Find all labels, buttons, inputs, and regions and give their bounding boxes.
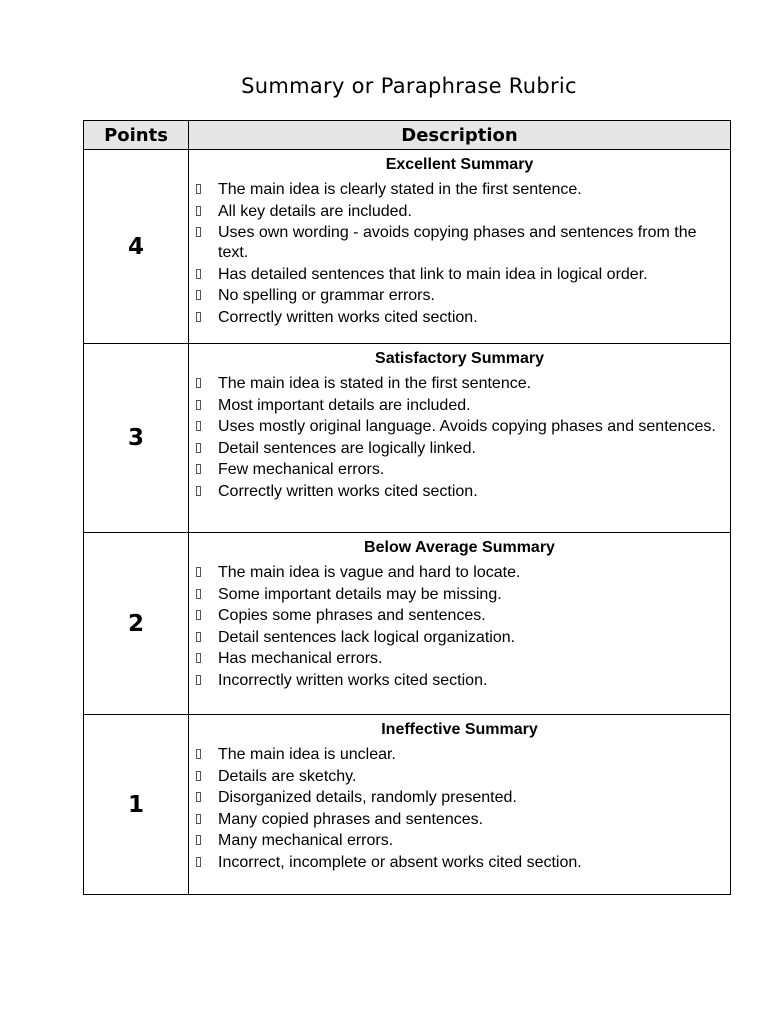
list-item — [189, 628, 722, 648]
criterion-text: Few mechanical errors. — [218, 461, 385, 478]
list-item — [189, 308, 722, 328]
bullet-icon — [196, 486, 201, 496]
points-value: 1 — [84, 715, 189, 895]
table-row — [84, 150, 731, 344]
list-item — [189, 853, 722, 873]
criterion-text: Uses own wording - avoids copying phases and sentences from the text. — [218, 224, 697, 261]
bullet-icon — [196, 184, 201, 194]
list-item — [189, 767, 722, 787]
criterion-text: Detail sentences are logically linked. — [218, 439, 476, 457]
bullet-icon — [196, 206, 201, 216]
bullet-icon — [196, 749, 201, 759]
list-item — [189, 649, 722, 669]
list-item — [189, 286, 722, 306]
list-item — [189, 585, 722, 605]
list-item — [189, 831, 722, 851]
list-item — [189, 460, 722, 480]
table-row — [84, 533, 731, 715]
list-item — [189, 745, 722, 765]
list-item — [189, 265, 722, 285]
criterion-text: Some important details may be missing. — [218, 585, 502, 603]
criterion-text: All key details are included. — [218, 202, 412, 220]
list-item — [189, 180, 722, 200]
description-cell — [189, 533, 731, 715]
bullet-icon — [196, 610, 201, 620]
criterion-text: Copies some phrases and sentences. — [218, 607, 486, 624]
criterion-text: The main idea is vague and hard to locate. — [218, 564, 521, 581]
level-title: Below Average Summary — [364, 539, 555, 556]
criterion-text: Incorrectly written works cited section. — [218, 671, 488, 689]
criterion-text: Many copied phrases and sentences. — [218, 810, 484, 828]
list-item — [189, 788, 722, 808]
list-item — [189, 482, 722, 502]
bullet-icon — [196, 792, 201, 802]
bullet-icon — [196, 771, 201, 781]
bullet-icon — [196, 443, 201, 453]
description-cell — [189, 150, 731, 344]
level-title: Ineffective Summary — [381, 721, 538, 738]
bullet-icon — [196, 421, 201, 431]
list-item — [189, 202, 722, 222]
bullet-icon — [196, 653, 201, 663]
criteria-list — [189, 745, 730, 873]
bullet-icon — [196, 464, 201, 474]
bullet-icon — [196, 567, 201, 577]
list-item — [189, 439, 722, 459]
criterion-text: The main idea is clearly stated in the first sentence. — [218, 181, 582, 198]
bullet-icon — [196, 632, 201, 642]
list-item — [189, 374, 722, 394]
criterion-text: Correctly written works cited section. — [218, 308, 478, 326]
list-item — [189, 396, 722, 416]
list-item — [189, 563, 722, 583]
list-item — [189, 671, 722, 691]
page-title: Summary or Paraphrase Rubric — [241, 74, 577, 98]
criterion-text: The main idea is unclear. — [218, 746, 396, 763]
bullet-icon — [196, 589, 201, 599]
criterion-text: Correctly written works cited section. — [218, 482, 478, 500]
table-row — [84, 344, 731, 533]
bullet-icon — [196, 290, 201, 300]
criteria-list — [189, 180, 730, 328]
bullet-icon — [196, 312, 201, 322]
list-item — [189, 810, 722, 830]
criterion-text: Details are sketchy. — [218, 767, 357, 785]
criterion-text: Most important details are included. — [218, 396, 471, 414]
level-title: Satisfactory Summary — [375, 350, 544, 367]
criteria-list — [189, 374, 730, 502]
rubric-table — [83, 120, 731, 895]
criterion-text: Disorganized details, randomly presented. — [218, 789, 517, 806]
bullet-icon — [196, 675, 201, 685]
points-value: 3 — [84, 344, 189, 533]
list-item — [189, 606, 722, 626]
bullet-icon — [196, 378, 201, 388]
description-cell — [189, 715, 731, 895]
bullet-icon — [196, 857, 201, 867]
points-header: Points — [84, 121, 189, 150]
table-row — [84, 715, 731, 895]
criterion-text: Many mechanical errors. — [218, 832, 394, 849]
points-value: 4 — [84, 150, 189, 344]
criterion-text: Incorrect, incomplete or absent works cited section. — [218, 853, 582, 871]
list-item — [189, 223, 722, 263]
criteria-list — [189, 563, 730, 691]
bullet-icon — [196, 835, 201, 845]
bullet-icon — [196, 269, 201, 279]
header-row — [84, 121, 731, 150]
points-value: 2 — [84, 533, 189, 715]
bullet-icon — [196, 227, 201, 237]
level-title: Excellent Summary — [385, 156, 534, 173]
bullet-icon — [196, 400, 201, 410]
description-cell — [189, 344, 731, 533]
bullet-icon — [196, 814, 201, 824]
criterion-text: Has mechanical errors. — [218, 650, 383, 667]
criterion-text: Has detailed sentences that link to main idea in logical order. — [218, 265, 648, 283]
criterion-text: Uses mostly original language. Avoids copying phases and sentences. — [218, 418, 716, 435]
criterion-text: No spelling or grammar errors. — [218, 287, 435, 304]
description-header: Description — [189, 121, 731, 150]
list-item — [189, 417, 722, 437]
criterion-text: Detail sentences lack logical organization. — [218, 628, 516, 646]
criterion-text: The main idea is stated in the first sentence. — [218, 375, 532, 392]
